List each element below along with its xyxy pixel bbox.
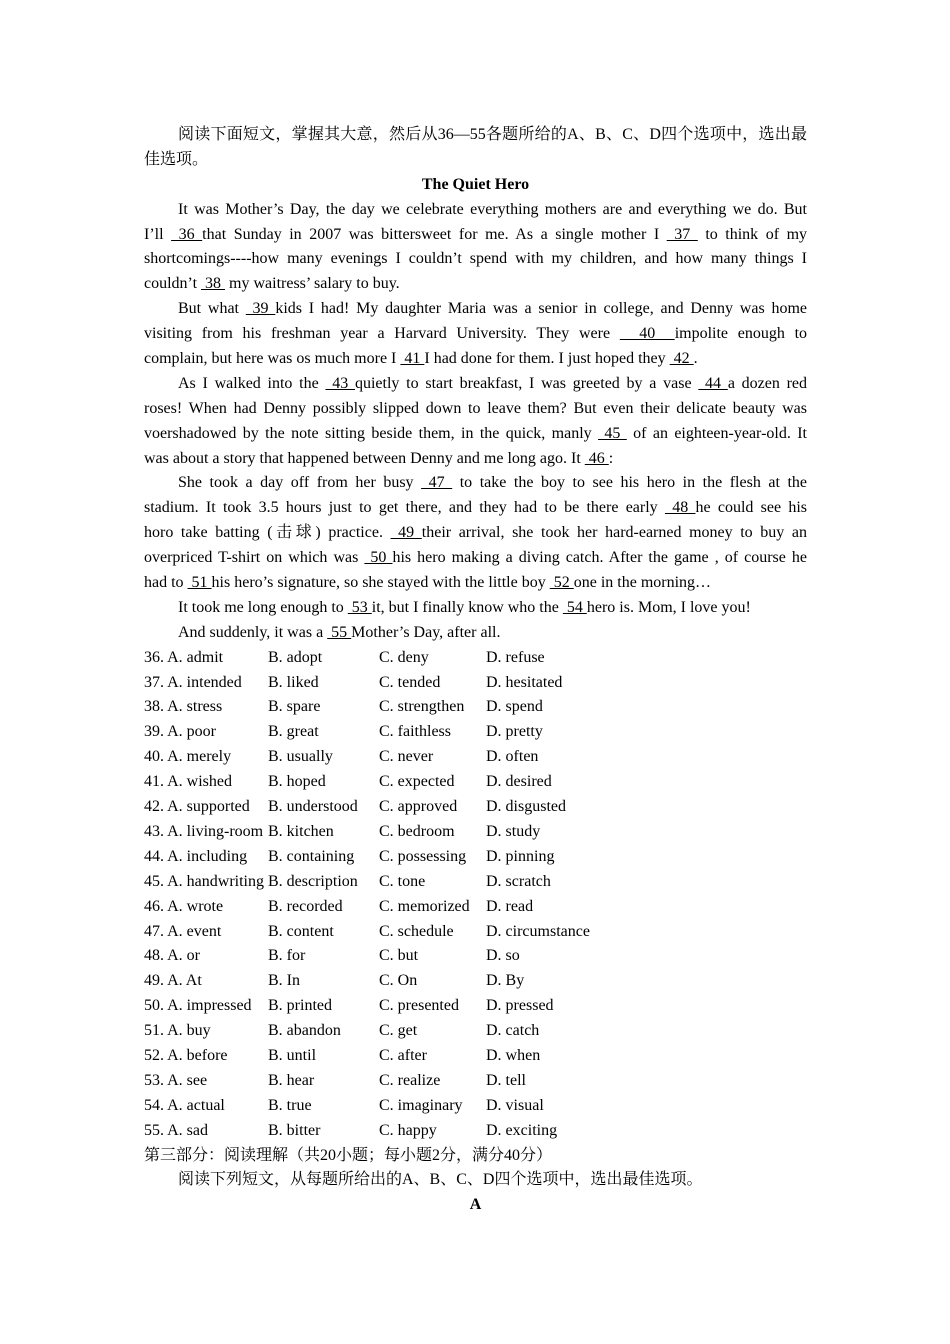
passage-text: his hero making a diving catch. After the game , of course he xyxy=(392,549,808,567)
passage-line xyxy=(144,596,807,621)
passage-line xyxy=(144,247,807,272)
question-option: 50. A. impressed xyxy=(144,997,252,1015)
passage-text: horo take batting (击球) practice. xyxy=(144,524,391,542)
question-option: D. spend xyxy=(486,698,543,716)
question-row xyxy=(144,1119,807,1144)
question-option: C. realize xyxy=(379,1071,441,1089)
passage-line xyxy=(144,422,807,447)
answer-blank: 45 xyxy=(598,424,627,442)
passage-text: . xyxy=(693,350,698,368)
passage-text: visiting from his freshman year a Harvard University. They were xyxy=(144,325,620,343)
answer-blank: 50 xyxy=(364,549,393,567)
question-option: C. expected xyxy=(379,773,455,791)
passage-text: It was Mother’s Day, the day we celebrate everything mothers are and everything we do. But xyxy=(178,200,807,218)
passage-text: kids I had! My daughter Maria was a senior in college, and Denny was home xyxy=(275,300,808,318)
passage-text: one in the morning… xyxy=(573,574,712,592)
question-option: C. approved xyxy=(379,798,458,816)
passage-line xyxy=(144,372,807,397)
passage-text: a dozen red xyxy=(727,374,808,392)
question-option: C. presented xyxy=(379,997,459,1015)
question-row xyxy=(144,1044,807,1069)
answer-blank: 46 xyxy=(584,449,609,467)
question-option: 37. A. intended xyxy=(144,673,242,691)
question-option: B. liked xyxy=(268,673,319,691)
question-option: C. tone xyxy=(379,872,426,890)
passage-line xyxy=(144,447,807,472)
question-option: D. pretty xyxy=(486,723,543,741)
question-row xyxy=(144,994,807,1019)
question-row xyxy=(144,770,807,795)
passage-text: I had done for them. I just hoped they xyxy=(424,350,670,368)
question-option: B. understood xyxy=(268,798,358,816)
answer-blank: 49 xyxy=(390,524,422,542)
answer-blank: 52 xyxy=(549,574,574,592)
answer-blank: 51 xyxy=(187,574,212,592)
question-option: C. deny xyxy=(379,648,429,666)
document-page xyxy=(144,123,807,1218)
question-row xyxy=(144,671,807,696)
question-option: D. visual xyxy=(486,1096,544,1114)
question-option: D. circumstance xyxy=(486,922,590,940)
question-option: 54. A. actual xyxy=(144,1096,225,1114)
question-row xyxy=(144,695,807,720)
passage-text: quietly to start breakfast, I was greeted by a vase xyxy=(354,374,699,392)
passage-text: voershadowed by the note sitting beside them, in the quick, manly xyxy=(144,424,599,442)
passage-line xyxy=(144,198,807,223)
question-option: C. bedroom xyxy=(379,822,455,840)
question-option: B. until xyxy=(268,1046,317,1064)
passage-line xyxy=(144,621,807,646)
question-option: 51. A. buy xyxy=(144,1022,211,1040)
question-row xyxy=(144,820,807,845)
question-row xyxy=(144,1094,807,1119)
question-option: D. desired xyxy=(486,773,552,791)
passage-text: complain, but here was os much more I xyxy=(144,350,401,368)
passage-text: : xyxy=(608,449,614,467)
question-option: B. bitter xyxy=(268,1121,321,1139)
question-option: B. containing xyxy=(268,847,355,865)
passage-title: The Quiet Hero xyxy=(421,175,530,193)
question-list xyxy=(144,646,807,1144)
answer-blank: 43 xyxy=(325,374,355,392)
question-option: C. after xyxy=(379,1046,427,1064)
question-option: C. memorized xyxy=(379,897,470,915)
question-option: C. never xyxy=(379,748,434,766)
question-row xyxy=(144,920,807,945)
question-option: D. refuse xyxy=(486,648,545,666)
question-option: 38. A. stress xyxy=(144,698,223,716)
passage-line xyxy=(144,223,807,248)
passage-text: hero is. Mom, I love you! xyxy=(586,598,751,616)
passage-text: impolite enough to xyxy=(674,325,808,343)
passage-line xyxy=(144,272,807,297)
question-option: 53. A. see xyxy=(144,1071,208,1089)
question-option: 42. A. supported xyxy=(144,798,250,816)
question-option: C. get xyxy=(379,1022,418,1040)
passage-text: It took me long enough to xyxy=(178,598,348,616)
passage-line xyxy=(144,297,807,322)
answer-blank: 38 xyxy=(201,275,226,293)
answer-blank: 40 xyxy=(619,325,675,343)
question-option: B. abandon xyxy=(268,1022,341,1040)
answer-blank: 48 xyxy=(664,499,696,517)
question-option: D. hesitated xyxy=(486,673,563,691)
question-option: 40. A. merely xyxy=(144,748,232,766)
question-option: 47. A. event xyxy=(144,922,222,940)
question-option: D. when xyxy=(486,1046,541,1064)
question-option: 41. A. wished xyxy=(144,773,232,791)
answer-blank: 37 xyxy=(666,225,698,243)
question-option: 55. A. sad xyxy=(144,1121,208,1139)
question-option: C. On xyxy=(379,972,418,990)
answer-blank: 36 xyxy=(171,225,203,243)
question-row xyxy=(144,745,807,770)
question-option: 45. A. handwriting xyxy=(144,872,264,890)
question-option: 46. A. wrote xyxy=(144,897,224,915)
question-option: B. recorded xyxy=(268,897,343,915)
question-row xyxy=(144,969,807,994)
passage-line xyxy=(144,322,807,347)
question-option: 43. A. living-room xyxy=(144,822,264,840)
section3-heading: 第三部分：阅读理解（共20小题；每小题2分，满分40分） xyxy=(144,1146,553,1164)
question-option: 36. A. admit xyxy=(144,648,224,666)
question-row xyxy=(144,895,807,920)
question-option: D. study xyxy=(486,822,541,840)
question-option: D. often xyxy=(486,748,539,766)
question-option: 52. A. before xyxy=(144,1046,228,1064)
question-option: B. kitchen xyxy=(268,822,334,840)
question-option: B. hoped xyxy=(268,773,326,791)
passage-text: to think of my xyxy=(697,225,808,243)
passage-text: was about a story that happened between Denny and me long ago. It xyxy=(144,449,585,467)
passage-text: stadium. It took 3.5 hours just to get there, and they had to be there early xyxy=(144,499,665,517)
passage-line xyxy=(144,546,807,571)
question-option: D. scratch xyxy=(486,872,551,890)
passage-line xyxy=(144,347,807,372)
question-option: B. for xyxy=(268,947,306,965)
passage-line xyxy=(144,471,807,496)
question-option: D. pinning xyxy=(486,847,555,865)
question-option: 49. A. At xyxy=(144,972,202,990)
question-option: C. happy xyxy=(379,1121,437,1139)
passage-text: to take the boy to see his hero in the flesh at the xyxy=(452,474,808,492)
question-option: C. possessing xyxy=(379,847,467,865)
passage-text: As I walked into the xyxy=(178,374,326,392)
question-row xyxy=(144,870,807,895)
question-row xyxy=(144,1069,807,1094)
passage-text: that Sunday in 2007 was bittersweet for me. As a single mother I xyxy=(202,225,667,243)
question-option: D. read xyxy=(486,897,534,915)
instructions-line-2: 佳选项。 xyxy=(144,150,209,168)
passage-text: shortcomings----how many evenings I couldn’t spend with my children, and how many things I xyxy=(144,250,807,268)
passage-text: Mother’s Day, after all. xyxy=(351,623,501,641)
passage-text: I’ll xyxy=(144,225,172,243)
question-option: 48. A. or xyxy=(144,947,200,965)
answer-blank: 53 xyxy=(347,598,372,616)
answer-blank: 54 xyxy=(562,598,587,616)
question-option: D. tell xyxy=(486,1071,526,1089)
question-option: B. usually xyxy=(268,748,333,766)
section3-subtitle: A xyxy=(469,1196,482,1214)
question-option: D. pressed xyxy=(486,997,554,1015)
question-row xyxy=(144,944,807,969)
question-option: D. so xyxy=(486,947,520,965)
question-option: 44. A. including xyxy=(144,847,248,865)
question-option: 39. A. poor xyxy=(144,723,216,741)
passage-text: had to xyxy=(144,574,188,592)
passage-text: She took a day off from her busy xyxy=(178,474,422,492)
question-option: B. hear xyxy=(268,1071,315,1089)
question-option: D. By xyxy=(486,972,525,990)
passage-line xyxy=(144,496,807,521)
question-option: B. great xyxy=(268,723,319,741)
passage-text: couldn’t xyxy=(144,275,202,293)
passage-text: But what xyxy=(178,300,246,318)
passage-line xyxy=(144,521,807,546)
question-row xyxy=(144,845,807,870)
passage-line xyxy=(144,397,807,422)
answer-blank: 41 xyxy=(400,350,425,368)
question-option: B. adopt xyxy=(268,648,323,666)
question-option: D. disgusted xyxy=(486,798,566,816)
passage-text: my waitress’ salary to buy. xyxy=(225,275,400,293)
question-row xyxy=(144,720,807,745)
passage-text: he could see his xyxy=(695,499,808,517)
question-option: C. tended xyxy=(379,673,441,691)
question-option: B. content xyxy=(268,922,334,940)
question-option: B. true xyxy=(268,1096,312,1114)
instructions-line-1: 阅读下面短文，掌握其大意，然后从36—55各题所给的A、B、C、D四个选项中，选出最 xyxy=(178,126,807,143)
question-option: C. imaginary xyxy=(379,1096,463,1114)
passage-text: their arrival, she took her hard-earned money to buy an xyxy=(421,524,808,542)
passage xyxy=(144,198,807,646)
question-option: C. but xyxy=(379,947,419,965)
question-row xyxy=(144,646,807,671)
answer-blank: 47 xyxy=(421,474,453,492)
question-row xyxy=(144,795,807,820)
passage-text: And suddenly, it was a xyxy=(178,623,328,641)
question-option: B. In xyxy=(268,972,300,990)
question-option: B. description xyxy=(268,872,358,890)
question-option: C. faithless xyxy=(379,723,451,741)
passage-text: his hero’s signature, so she stayed with the little boy xyxy=(211,574,550,592)
answer-blank: 39 xyxy=(245,300,276,318)
question-option: B. printed xyxy=(268,997,332,1015)
passage-text: it, but I finally know who the xyxy=(371,598,563,616)
passage-line xyxy=(144,571,807,596)
question-row xyxy=(144,1019,807,1044)
passage-text: roses! When had Denny possibly slipped down to leave them? But even their delicate beauty was xyxy=(144,399,807,417)
question-option: B. spare xyxy=(268,698,321,716)
question-option: C. schedule xyxy=(379,922,454,940)
question-option: D. catch xyxy=(486,1022,540,1040)
passage-text: overpriced T-shirt on which was xyxy=(144,549,365,567)
answer-blank: 42 xyxy=(669,350,694,368)
question-option: D. exciting xyxy=(486,1121,558,1139)
section3-instructions: 阅读下列短文，从每题所给出的A、B、C、D四个选项中，选出最佳选项。 xyxy=(178,1171,703,1189)
passage-text: of an eighteen-year-old. It xyxy=(626,424,807,442)
answer-blank: 55 xyxy=(327,623,352,641)
answer-blank: 44 xyxy=(698,374,728,392)
question-option: C. strengthen xyxy=(379,698,465,716)
